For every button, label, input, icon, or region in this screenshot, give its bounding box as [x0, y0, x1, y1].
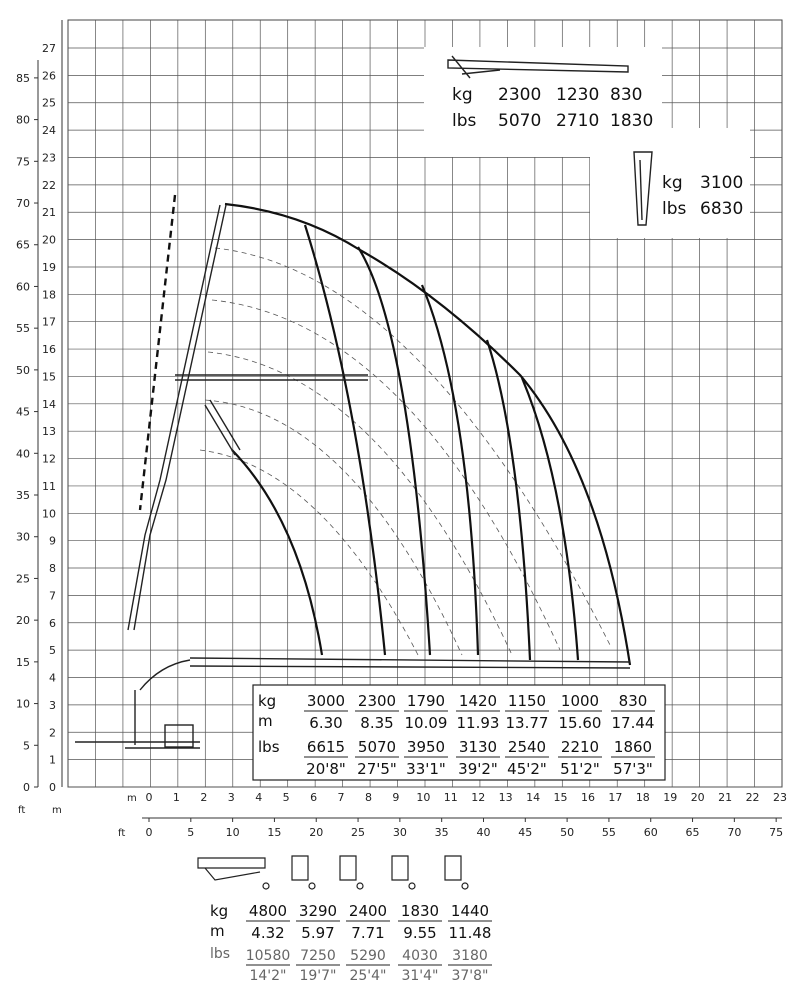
main-kg-value: 1000 — [560, 692, 600, 710]
y-m-tick-label: 12 — [42, 452, 56, 466]
bottom-ft-value: 19'7" — [299, 968, 337, 984]
x-m-tick-label: 22 — [745, 791, 760, 804]
y-ft-tick-label: 5 — [23, 739, 30, 753]
hook-kg: 3100 — [700, 173, 744, 193]
x-ft-tick-label: 20 — [309, 826, 324, 839]
x-m-tick-label: 1 — [172, 791, 180, 804]
dashed-arcs — [200, 248, 610, 655]
bottom-ft-value: 25'4" — [349, 968, 387, 984]
top-lbs-1: 5070 — [498, 111, 542, 131]
top-lbs-3: 1830 — [610, 111, 654, 131]
bottom-lbs-label: lbs — [210, 946, 231, 962]
bottom-crane-icons — [198, 856, 468, 889]
x-m-tick-label: 5 — [282, 791, 290, 804]
x-ft-tick-label: 60 — [643, 826, 658, 839]
main-m-value: 10.09 — [404, 714, 448, 732]
y-ft-tick-label: 30 — [16, 530, 30, 544]
x-m-tick-label: 14 — [526, 791, 541, 804]
main-kg-value: 1420 — [458, 692, 498, 710]
y-ft-tick-label: 40 — [16, 447, 30, 461]
y-ft-tick-label: 25 — [16, 572, 30, 586]
x-m-tick-label: 13 — [498, 791, 513, 804]
main-m-value: 15.60 — [558, 714, 602, 732]
y-m-tick-label: 14 — [42, 397, 56, 411]
bottom-m-value: 7.71 — [351, 924, 385, 942]
bottom-ft-value: 14'2" — [249, 968, 287, 984]
y-m-unit: m — [52, 805, 62, 816]
y-m-tick-label: 6 — [49, 616, 56, 630]
x-m-tick-label: 21 — [718, 791, 733, 804]
x-m-tick-label: 16 — [580, 791, 595, 804]
main-lbs-value: 3130 — [458, 738, 498, 756]
main-ft-value: 45'2" — [507, 760, 547, 778]
x-m-tick-label: 15 — [553, 791, 568, 804]
x-ft-tick-label: 75 — [769, 826, 784, 839]
main-kg-value: 2300 — [357, 692, 397, 710]
x-m-tick-label: 7 — [337, 791, 345, 804]
y-m-tick-label: 23 — [42, 151, 56, 165]
main-m-value: 8.35 — [360, 714, 394, 732]
main-kg-value: 3000 — [306, 692, 346, 710]
bottom-lbs-value: 10580 — [245, 948, 291, 964]
y-ft-tick-label: 35 — [16, 489, 30, 503]
y-m-tick-label: 3 — [49, 698, 56, 712]
y-ft-tick-label: 85 — [16, 71, 30, 85]
bottom-kg-value: 4800 — [248, 902, 288, 920]
x-axis-m — [146, 791, 788, 804]
bottom-m-value: 11.48 — [448, 924, 492, 942]
y-m-tick-label: 2 — [49, 726, 56, 740]
main-kg-value: 830 — [618, 692, 648, 710]
main-ft-value: 20'8" — [306, 760, 346, 778]
main-lbs-label: lbs — [258, 738, 280, 756]
y-m-tick-label: 25 — [42, 96, 56, 110]
bottom-ft-value: 31'4" — [401, 968, 439, 984]
main-ft-value: 27'5" — [357, 760, 397, 778]
x-m-tick-label: 10 — [416, 791, 431, 804]
y-m-tick-label: 24 — [42, 124, 56, 138]
x-ft-tick-label: 0 — [145, 826, 153, 839]
main-lbs-value: 6615 — [306, 738, 346, 756]
main-m-value: 13.77 — [505, 714, 549, 732]
y-m-tick-label: 22 — [42, 178, 56, 192]
main-m-label: m — [258, 712, 273, 730]
envelope-curves — [225, 204, 630, 665]
x-ft-tick-label: 55 — [601, 826, 616, 839]
y-m-tick-label: 4 — [49, 671, 56, 685]
top-kg-label: kg — [452, 85, 473, 105]
bottom-ft-value: 37'8" — [451, 968, 489, 984]
y-m-tick-label: 27 — [42, 42, 56, 55]
x-ft-tick-label: 30 — [392, 826, 407, 839]
y-ft-tick-label: 20 — [16, 614, 30, 628]
x-m-tick-label: 3 — [227, 791, 235, 804]
main-lbs-value: 1860 — [613, 738, 653, 756]
x-m-tick-label: 0 — [145, 791, 153, 804]
x-m-tick-label: 18 — [635, 791, 650, 804]
x-axis-ft — [142, 818, 783, 839]
x-m-tick-label: 12 — [471, 791, 486, 804]
x-m-tick-label: 8 — [364, 791, 372, 804]
main-lbs-value: 2540 — [507, 738, 547, 756]
main-kg-value: 1790 — [406, 692, 446, 710]
y-m-tick-label: 21 — [42, 206, 56, 220]
x-ft-tick-label: 45 — [518, 826, 533, 839]
hook-kg-label: kg — [662, 173, 683, 193]
y-m-tick-label: 20 — [42, 233, 56, 247]
y-ft-tick-label: 75 — [16, 155, 30, 169]
y-m-tick-label: 15 — [42, 370, 56, 384]
y-m-tick-label: 5 — [49, 644, 56, 658]
x-m-tick-label: 2 — [200, 791, 208, 804]
y-ft-tick-label: 15 — [16, 655, 30, 669]
x-ft-tick-label: 35 — [434, 826, 449, 839]
y-m-tick-label: 16 — [42, 343, 56, 357]
x-ft-tick-label: 5 — [187, 826, 195, 839]
bottom-m-value: 4.32 — [251, 924, 285, 942]
y-ft-tick-label: 55 — [16, 322, 30, 336]
main-lbs-value: 2210 — [560, 738, 600, 756]
y-m-tick-label: 19 — [42, 260, 56, 274]
x-ft-unit: ft — [118, 828, 126, 839]
x-m-tick-label: 11 — [443, 791, 458, 804]
bottom-kg-value: 3290 — [298, 902, 338, 920]
bottom-m-label: m — [210, 922, 225, 940]
y-axis-m — [42, 20, 62, 794]
y-m-tick-label: 26 — [42, 69, 56, 83]
top-lbs-label: lbs — [452, 111, 477, 131]
x-m-tick-label: 17 — [608, 791, 623, 804]
y-ft-tick-label: 45 — [16, 405, 30, 419]
y-m-tick-label: 0 — [49, 781, 56, 794]
top-kg-3: 830 — [610, 85, 643, 105]
x-ft-tick-label: 50 — [560, 826, 575, 839]
x-ft-tick-label: 65 — [685, 826, 700, 839]
hook-lbs: 6830 — [700, 199, 744, 219]
crane-base — [165, 725, 193, 747]
top-kg-1: 2300 — [498, 85, 542, 105]
x-m-tick-label: 6 — [310, 791, 318, 804]
x-m-tick-label: 4 — [255, 791, 263, 804]
y-ft-tick-label: 10 — [16, 697, 30, 711]
y-m-tick-label: 13 — [42, 425, 56, 439]
y-ft-tick-label: 70 — [16, 197, 30, 211]
y-m-tick-label: 18 — [42, 288, 56, 302]
bottom-kg-value: 1440 — [450, 902, 490, 920]
bottom-kg-value: 2400 — [348, 902, 388, 920]
bottom-lbs-value: 4030 — [402, 948, 438, 964]
bottom-lbs-value: 7250 — [300, 948, 336, 964]
bottom-m-value: 5.97 — [301, 924, 335, 942]
main-ft-value: 39'2" — [458, 760, 498, 778]
bottom-lbs-value: 5290 — [350, 948, 386, 964]
main-lbs-value: 5070 — [357, 738, 397, 756]
bottom-m-value: 9.55 — [403, 924, 437, 942]
y-m-tick-label: 8 — [49, 562, 56, 576]
y-ft-unit: ft — [18, 805, 26, 816]
y-ft-tick-label: 60 — [16, 280, 30, 294]
top-lbs-2: 2710 — [556, 111, 600, 131]
main-m-value: 17.44 — [611, 714, 655, 732]
y-m-tick-label: 9 — [49, 534, 56, 548]
main-ft-value: 57'3" — [613, 760, 653, 778]
y-m-tick-label: 10 — [42, 507, 56, 521]
main-m-value: 6.30 — [309, 714, 343, 732]
bottom-kg-label: kg — [210, 902, 229, 920]
x-m-unit: m — [127, 793, 137, 804]
hook-lbs-label: lbs — [662, 199, 687, 219]
x-ft-tick-label: 10 — [225, 826, 240, 839]
y-ft-tick-label: 65 — [16, 238, 30, 252]
main-ft-value: 51'2" — [560, 760, 600, 778]
main-m-value: 11.93 — [456, 714, 500, 732]
top-kg-2: 1230 — [556, 85, 600, 105]
y-m-tick-label: 11 — [42, 479, 56, 493]
y-m-tick-label: 1 — [49, 753, 56, 767]
y-ft-tick-label: 0 — [23, 781, 30, 794]
bottom-kg-value: 1830 — [400, 902, 440, 920]
y-axis-ft — [16, 60, 38, 794]
crane-boom — [75, 205, 630, 748]
main-lbs-value: 3950 — [406, 738, 446, 756]
x-ft-tick-label: 15 — [267, 826, 282, 839]
y-ft-tick-label: 80 — [16, 113, 30, 127]
main-kg-value: 1150 — [507, 692, 547, 710]
x-m-tick-label: 23 — [773, 791, 787, 804]
y-m-tick-label: 17 — [42, 315, 56, 329]
x-ft-tick-label: 25 — [351, 826, 366, 839]
bottom-load-table — [210, 902, 492, 984]
x-m-tick-label: 20 — [690, 791, 705, 804]
main-kg-label: kg — [258, 692, 277, 710]
x-ft-tick-label: 70 — [727, 826, 742, 839]
y-m-tick-label: 7 — [49, 589, 56, 603]
main-ft-value: 33'1" — [406, 760, 446, 778]
y-ft-tick-label: 50 — [16, 363, 30, 377]
x-m-tick-label: 9 — [392, 791, 400, 804]
bottom-lbs-value: 3180 — [452, 948, 488, 964]
x-m-tick-label: 19 — [663, 791, 678, 804]
x-ft-tick-label: 40 — [476, 826, 491, 839]
